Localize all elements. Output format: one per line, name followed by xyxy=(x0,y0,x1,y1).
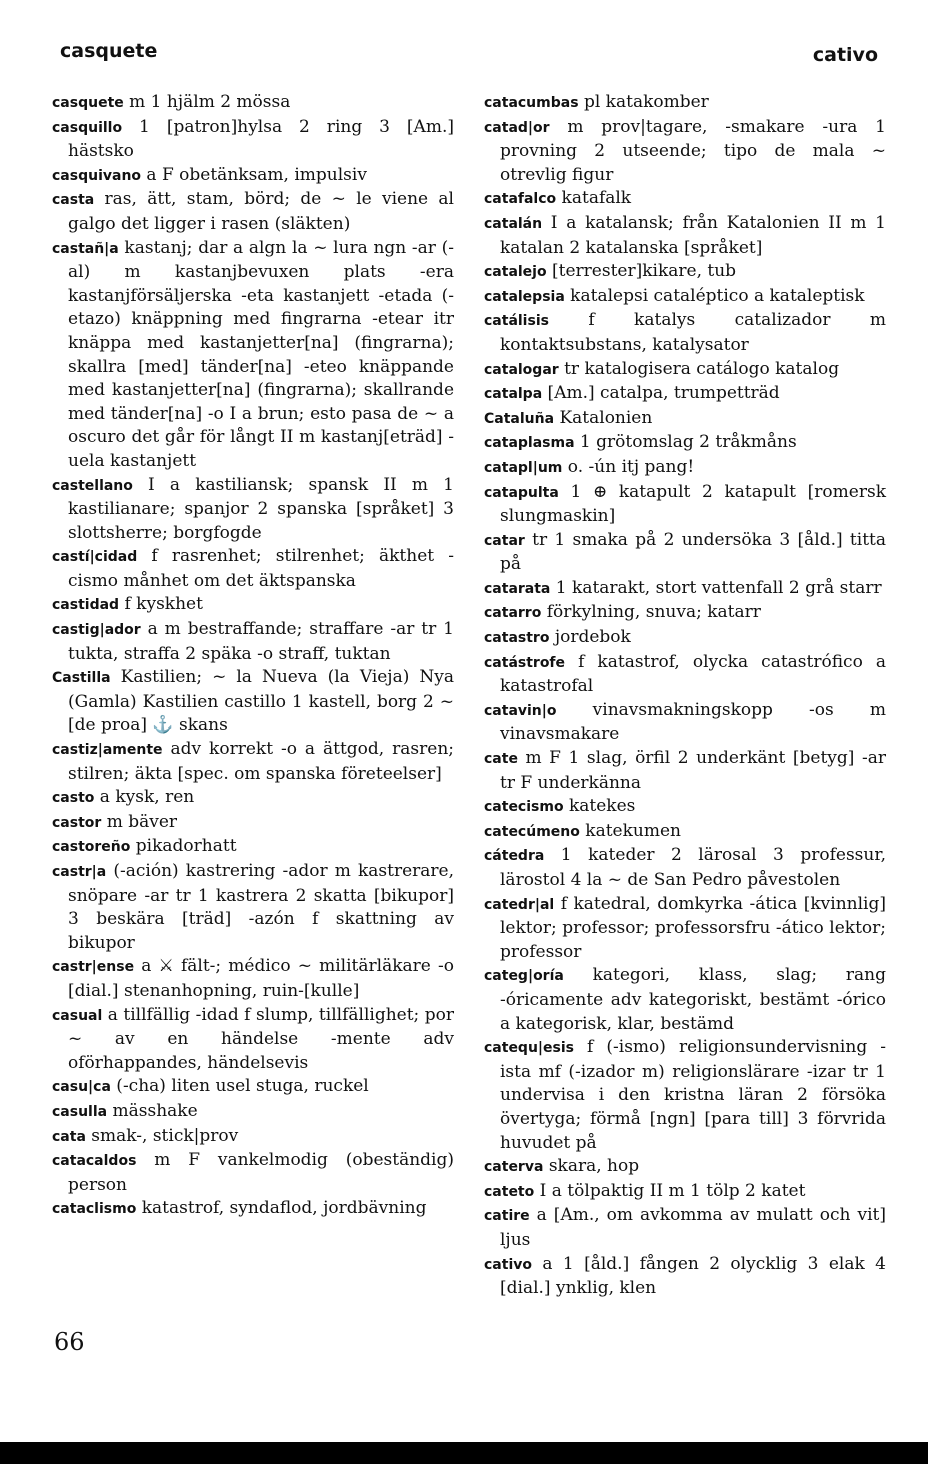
entry-definition: a [Am., om avkomma av mulatt och vit] ljus xyxy=(500,1205,886,1250)
dictionary-entry xyxy=(484,116,886,188)
entry-definition: [terrester]kikare, tub xyxy=(546,261,737,282)
dictionary-entry xyxy=(52,1149,454,1197)
dictionary-entry xyxy=(52,786,454,811)
entry-definition: I a katalansk; från Katalonien II m 1 katalan 2 katalanska [språket] xyxy=(500,212,886,258)
entry-definition: mässhake xyxy=(107,1100,198,1121)
entry-definition: Katalonien xyxy=(554,407,653,428)
dictionary-entry xyxy=(484,1036,886,1155)
entry-headword: cateto xyxy=(484,1183,535,1200)
dictionary-entry xyxy=(52,618,454,666)
entry-definition: f (-ismo) religionsundervisning -ista mf (-izador m) religionslärare -izar tr 1 undervisa i den kristna läran 2 försöka övertyga; förmå [ngn] [para till] 3 förvrida huvudet på xyxy=(500,1037,886,1153)
dictionary-entry xyxy=(52,1125,454,1150)
dictionary-entry xyxy=(484,601,886,626)
entry-headword: catarro xyxy=(484,605,542,622)
dictionary-entry xyxy=(52,91,454,116)
entry-headword: catarata xyxy=(484,580,551,597)
entry-headword: catalogar xyxy=(484,361,559,378)
dictionary-entry xyxy=(484,1180,886,1205)
entry-definition: m prov|tagare, -smakare -ura 1 provning 2 utseende; tipo de mala ~ otrevlig figur xyxy=(500,116,886,185)
entry-headword: castellano xyxy=(52,477,133,494)
entry-headword: catire xyxy=(484,1208,530,1225)
entry-headword: catacumbas xyxy=(484,95,579,111)
dictionary-entry xyxy=(52,738,454,786)
entry-definition: f katalys catalizador m kontaktsubstans, katalysator xyxy=(500,310,886,355)
entry-headword: catafalco xyxy=(484,191,557,208)
entry-headword: casulla xyxy=(52,1103,108,1120)
dictionary-entry xyxy=(484,1204,886,1252)
dictionary-entry xyxy=(484,431,886,456)
entry-headword: cata xyxy=(52,1128,86,1145)
entry-headword: catequ|esis xyxy=(484,1040,574,1057)
entry-definition: m 1 hjälm 2 mössa xyxy=(123,92,291,112)
entry-headword: casual xyxy=(52,1007,103,1024)
entry-definition: adv korrekt -o a ättgod, rasren; stilren; äkta [spec. om spanska företeelser] xyxy=(68,739,454,784)
dictionary-entry xyxy=(484,358,886,383)
entry-definition: I a tölpaktig II m 1 tölp 2 katet xyxy=(534,1180,806,1201)
dictionary-entry xyxy=(52,237,454,474)
dictionary-entry xyxy=(484,1155,886,1180)
entry-headword: catecismo xyxy=(484,799,564,816)
dictionary-entry xyxy=(484,820,886,845)
entry-headword: castor xyxy=(52,814,102,831)
dictionary-entry xyxy=(484,626,886,651)
entry-headword: casquivano xyxy=(52,167,142,184)
entry-headword: Cataluña xyxy=(484,410,555,427)
entry-definition: [Am.] catalpa, trumpetträd xyxy=(542,383,780,404)
entry-headword: categ|oría xyxy=(484,968,564,985)
entry-definition: I a kastiliansk; spansk II m 1 kastilianare; spanjor 2 spanska [språket] 3 slottsherre; borgfogde xyxy=(68,474,454,543)
entry-headword: castiz|amente xyxy=(52,742,163,759)
entry-definition: kastanj; dar a algn la ~ lura ngn -ar (-al) m kastanjbevuxen plats -era kastanjförsäljerska -eta kastanjett -etada (-etazo) knäppning med fingrarna -etear itr knäppa med kastanjetter[na] (fingrarna); skallra [med] tänder[na] -eteo knäppande med kastanjetter[na] (fingrarna); skallrande med tänder[na] -o I a brun; esto pasa de ~ a oscuro det går för långt II m kastanj[eträd] -uela kastanjett xyxy=(68,237,454,471)
entry-definition: m F vankelmodig (obeständig) person xyxy=(68,1150,454,1195)
entry-definition: smak-, stick|prov xyxy=(85,1125,239,1146)
entry-definition: 1 ⊕ katapult 2 katapult [romersk slungmaskin] xyxy=(500,481,886,527)
entry-headword: castoreño xyxy=(52,839,131,856)
entry-definition: 1 kateder 2 lärosal 3 professur, lärostol 4 la ~ de San Pedro påvestolen xyxy=(500,845,886,890)
running-head-right: cativo xyxy=(812,44,878,66)
entry-definition: a m bestraffande; straffare -ar tr 1 tukta, straffa 2 späka -o straff, tuktan xyxy=(68,619,454,664)
entry-definition: (-cha) liten usel stuga, ruckel xyxy=(110,1076,369,1097)
entry-definition: 1 grötomslag 2 tråkmåns xyxy=(574,432,797,453)
dictionary-entry xyxy=(484,212,886,260)
entry-definition: katafalk xyxy=(556,188,632,209)
dictionary-entry xyxy=(52,116,454,164)
dictionary-entry xyxy=(484,285,886,310)
entry-headword: catalpa xyxy=(484,386,543,403)
dictionary-entry xyxy=(52,474,454,546)
dictionary-entry xyxy=(52,666,454,738)
entry-headword: castr|a xyxy=(52,864,107,880)
entry-headword: catalepsia xyxy=(484,288,565,305)
dictionary-entry xyxy=(52,593,454,618)
running-head-left: casquete xyxy=(60,40,158,62)
entry-definition: a ⚔ fält-; médico ~ militärläkare -o [dial.] stenanhopning, ruin-[kulle] xyxy=(68,956,454,1001)
entry-headword: catalejo xyxy=(484,264,547,281)
dictionary-entry xyxy=(52,1004,454,1076)
entry-definition: a F obetänksam, impulsiv xyxy=(141,164,367,185)
entry-headword: catalán xyxy=(484,215,543,232)
entry-definition: a kysk, ren xyxy=(94,787,195,808)
entry-definition: pl katakomber xyxy=(578,92,709,112)
entry-definition: m bäver xyxy=(101,811,178,832)
dictionary-entry xyxy=(484,309,886,357)
dictionary-entry xyxy=(484,382,886,407)
entry-definition: 1 [patron]hylsa 2 ring 3 [Am.] hästsko xyxy=(68,116,454,162)
entry-headword: casquillo xyxy=(52,119,123,136)
dictionary-entry xyxy=(484,747,886,795)
dictionary-entry xyxy=(484,795,886,820)
entry-headword: castañ|a xyxy=(52,240,119,257)
dictionary-entry xyxy=(52,1075,454,1100)
dictionary-entry xyxy=(52,835,454,860)
entry-definition: tr 1 smaka på 2 undersöka 3 [åld.] titta på xyxy=(500,529,886,575)
entry-headword: casta xyxy=(52,192,95,209)
dictionary-entry xyxy=(52,188,454,236)
page-number: 66 xyxy=(54,1328,85,1356)
entry-definition: jordebok xyxy=(549,627,631,648)
entry-definition: ras, ätt, stam, börd; de ~ le viene al galgo det ligger i rasen (släkten) xyxy=(68,189,454,234)
entry-headword: catástrofe xyxy=(484,654,566,671)
entry-headword: cátedra xyxy=(484,848,545,865)
entry-definition: f rasrenhet; stilrenhet; äkthet -cismo månhet om det äktspanska xyxy=(68,546,454,591)
entry-headword: catavin|o xyxy=(484,702,557,719)
entry-definition: (-ación) kastrering -ador m kastrerare, snöpare -ar tr 1 kastrera 2 skatta [bikupor] 3 beskära [träd] -azón f skattning av bikupor xyxy=(68,861,454,953)
dictionary-entry xyxy=(52,164,454,189)
entry-headword: catacaldos xyxy=(52,1153,137,1170)
entry-headword: caterva xyxy=(484,1159,544,1176)
entry-definition: katekes xyxy=(563,796,636,817)
entry-definition: kategori, klass, slag; rang -óricamente adv kategoriskt, bestämt -órico a kategorisk, klar, bestämd xyxy=(500,965,886,1034)
entry-headword: cataclismo xyxy=(52,1201,137,1218)
entry-definition: katekumen xyxy=(579,820,681,841)
dictionary-entry xyxy=(484,1253,886,1301)
entry-definition: tr katalogisera catálogo katalog xyxy=(558,358,840,379)
entry-headword: catedr|al xyxy=(484,896,555,913)
entry-headword: catapulta xyxy=(484,484,559,501)
bottom-scan-border xyxy=(0,1442,928,1464)
entry-definition: f katedral, domkyrka -ática [kvinnlig] lektor; professor; professorsfru -ático lektor; professor xyxy=(500,893,886,962)
left-column xyxy=(52,91,454,1222)
dictionary-entry xyxy=(484,699,886,747)
dictionary-entry xyxy=(484,407,886,432)
dictionary-entry xyxy=(52,1197,454,1222)
entry-definition: förkylning, snuva; katarr xyxy=(541,602,761,623)
dictionary-entry xyxy=(484,893,886,965)
entry-definition: o. -ún itj pang! xyxy=(562,456,695,477)
dictionary-entry xyxy=(484,187,886,212)
entry-headword: casquete xyxy=(52,95,124,111)
entry-headword: catad|or xyxy=(484,119,550,136)
entry-headword: cate xyxy=(484,751,518,768)
dictionary-entry xyxy=(484,577,886,602)
right-column xyxy=(484,91,886,1301)
entry-definition: Kastilien; ~ la Nueva (la Vieja) Nya (Gamla) Kastilien castillo 1 kastell, borg 2 ~ [de proa] ⚓ skans xyxy=(68,667,454,736)
entry-headword: catar xyxy=(484,532,525,549)
entry-definition: pikadorhatt xyxy=(130,836,237,857)
dictionary-entry xyxy=(52,545,454,593)
entry-headword: castí|cidad xyxy=(52,549,138,566)
entry-headword: castr|ense xyxy=(52,959,135,976)
entry-headword: casu|ca xyxy=(52,1079,111,1096)
entry-headword: castig|ador xyxy=(52,622,141,639)
entry-headword: casto xyxy=(52,790,95,807)
dictionary-entry xyxy=(52,955,454,1003)
dictionary-entry xyxy=(484,91,886,116)
entry-headword: cataplasma xyxy=(484,435,575,452)
dictionary-entry xyxy=(484,260,886,285)
entry-definition: a 1 [åld.] fången 2 olycklig 3 elak 4 [dial.] ynklig, klen xyxy=(500,1253,886,1299)
entry-headword: Castilla xyxy=(52,670,111,687)
entry-headword: catecúmeno xyxy=(484,823,580,840)
entry-headword: catastro xyxy=(484,630,550,647)
entry-definition: a tillfällig -idad f slump, tillfällighet; por ~ av en händelse -mente adv oförhappandes, händelsevis xyxy=(68,1004,454,1073)
dictionary-entry xyxy=(52,1100,454,1125)
entry-headword: cativo xyxy=(484,1256,532,1273)
entry-definition: f katastrof, olycka catastrófico a katastrofal xyxy=(500,651,886,697)
entry-headword: castidad xyxy=(52,597,120,614)
dictionary-entry xyxy=(484,456,886,481)
entry-definition: vinavsmakningskopp -os m vinavsmakare xyxy=(500,699,886,745)
entry-definition: katalepsi cataléptico a kataleptisk xyxy=(564,285,865,306)
entry-definition: katastrof, syndaflod, jordbävning xyxy=(136,1198,427,1219)
dictionary-entry xyxy=(52,811,454,836)
dictionary-entry xyxy=(484,964,886,1036)
entry-definition: 1 katarakt, stort vattenfall 2 grå starr xyxy=(550,577,882,598)
dictionary-entry xyxy=(484,481,886,529)
dictionary-entry xyxy=(484,844,886,892)
dictionary-entry xyxy=(484,651,886,699)
entry-headword: catapl|um xyxy=(484,459,563,476)
entry-definition: f kyskhet xyxy=(119,594,203,615)
dictionary-entry xyxy=(484,529,886,577)
entry-definition: m F 1 slag, örfil 2 underkänt [betyg] -ar tr F underkänna xyxy=(500,748,886,793)
entry-headword: catálisis xyxy=(484,313,549,330)
entry-definition: skara, hop xyxy=(543,1156,640,1177)
dictionary-entry xyxy=(52,860,454,955)
